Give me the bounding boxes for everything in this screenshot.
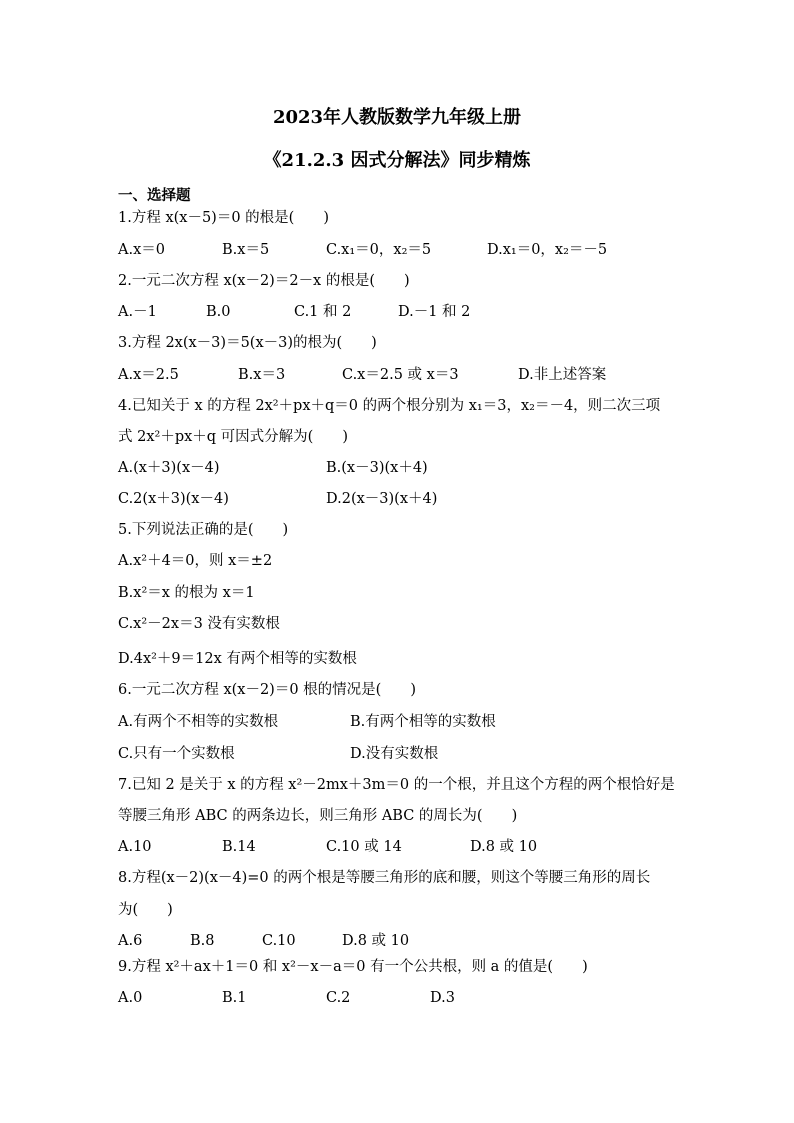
- option-b: B.x²＝x 的根为 x＝1: [118, 585, 255, 601]
- option-d: D.8 或 10: [342, 933, 410, 949]
- option-b: B.x＝3: [238, 367, 286, 383]
- option-b: B.有两个相等的实数根: [350, 714, 496, 730]
- option-d: D.没有实数根: [350, 746, 439, 762]
- question-stem: 9.方程 x²＋ax＋1＝0 和 x²－x－a＝0 有一个公共根，则 a 的值是( ): [118, 959, 588, 975]
- option-a: A.0: [118, 990, 143, 1006]
- question-stem: 1.方程 x(x－5)＝0 的根是( ): [118, 210, 329, 226]
- option-b: B.8: [190, 933, 215, 949]
- option-a: A.x＝2.5: [118, 367, 179, 383]
- option-c: C.2(x＋3)(x－4): [118, 491, 229, 507]
- question-stem: 6.一元二次方程 x(x－2)＝0 根的情况是( ): [118, 682, 416, 698]
- option-d: D.4x²＋9＝12x 有两个相等的实数根: [118, 651, 357, 667]
- option-a: A.x²＋4＝0，则 x＝±2: [118, 553, 273, 569]
- option-b: B.(x－3)(x＋4): [326, 460, 428, 476]
- option-a: A.(x＋3)(x－4): [118, 460, 220, 476]
- option-c: C.1 和 2: [294, 304, 352, 320]
- option-a: A.x＝0: [118, 242, 165, 258]
- question-stem: 2.一元二次方程 x(x－2)＝2－x 的根是( ): [118, 273, 410, 289]
- question-stem-continued: 式 2x²＋px＋q 可因式分解为( ): [118, 429, 348, 445]
- option-b: B.x＝5: [222, 242, 270, 258]
- option-a: A.有两个不相等的实数根: [118, 714, 279, 730]
- option-c: C.x²－2x＝3 没有实数根: [118, 616, 280, 632]
- option-b: B.1: [222, 990, 247, 1006]
- option-c: C.2: [326, 990, 351, 1006]
- question-stem: 8.方程(x－2)(x－4)=0 的两个根是等腰三角形的底和腰，则这个等腰三角形的周长: [118, 870, 651, 886]
- option-c: C.只有一个实数根: [118, 746, 235, 762]
- question-stem: 5.下列说法正确的是( ): [118, 522, 289, 538]
- option-d: D.x₁＝0，x₂＝－5: [487, 242, 608, 258]
- option-a: A.6: [118, 933, 143, 949]
- option-d: D.2(x－3)(x＋4): [326, 491, 438, 507]
- option-d: D.3: [430, 990, 455, 1006]
- option-d: D.－1 和 2: [398, 304, 471, 320]
- question-stem-continued: 等腰三角形 ABC 的两条边长，则三角形 ABC 的周长为( ): [118, 808, 518, 824]
- option-a: A.－1: [118, 304, 157, 320]
- question-stem: 4.已知关于 x 的方程 2x²＋px＋q＝0 的两个根分别为 x₁＝3，x₂＝－4，则二次三项: [118, 398, 661, 414]
- option-c: C.10 或 14: [326, 839, 402, 855]
- doc-title: 2023年人教版数学九年级上册: [272, 107, 522, 128]
- option-c: C.10: [262, 933, 296, 949]
- doc-subtitle: 《21.2.3 因式分解法》同步精炼: [263, 150, 531, 171]
- question-stem: 7.已知 2 是关于 x 的方程 x²－2mx＋3m＝0 的一个根，并且这个方程的两个根恰好是: [118, 777, 675, 793]
- option-d: D.非上述答案: [518, 367, 607, 383]
- option-b: B.14: [222, 839, 256, 855]
- section-heading: 一、选择题: [118, 187, 191, 204]
- option-a: A.10: [118, 839, 152, 855]
- option-c: C.x₁＝0，x₂＝5: [326, 242, 432, 258]
- option-b: B.0: [206, 304, 231, 320]
- option-c: C.x＝2.5 或 x＝3: [342, 367, 459, 383]
- option-d: D.8 或 10: [470, 839, 538, 855]
- question-stem: 3.方程 2x(x－3)＝5(x－3)的根为( ): [118, 335, 377, 351]
- question-stem-continued: 为( ): [118, 902, 173, 918]
